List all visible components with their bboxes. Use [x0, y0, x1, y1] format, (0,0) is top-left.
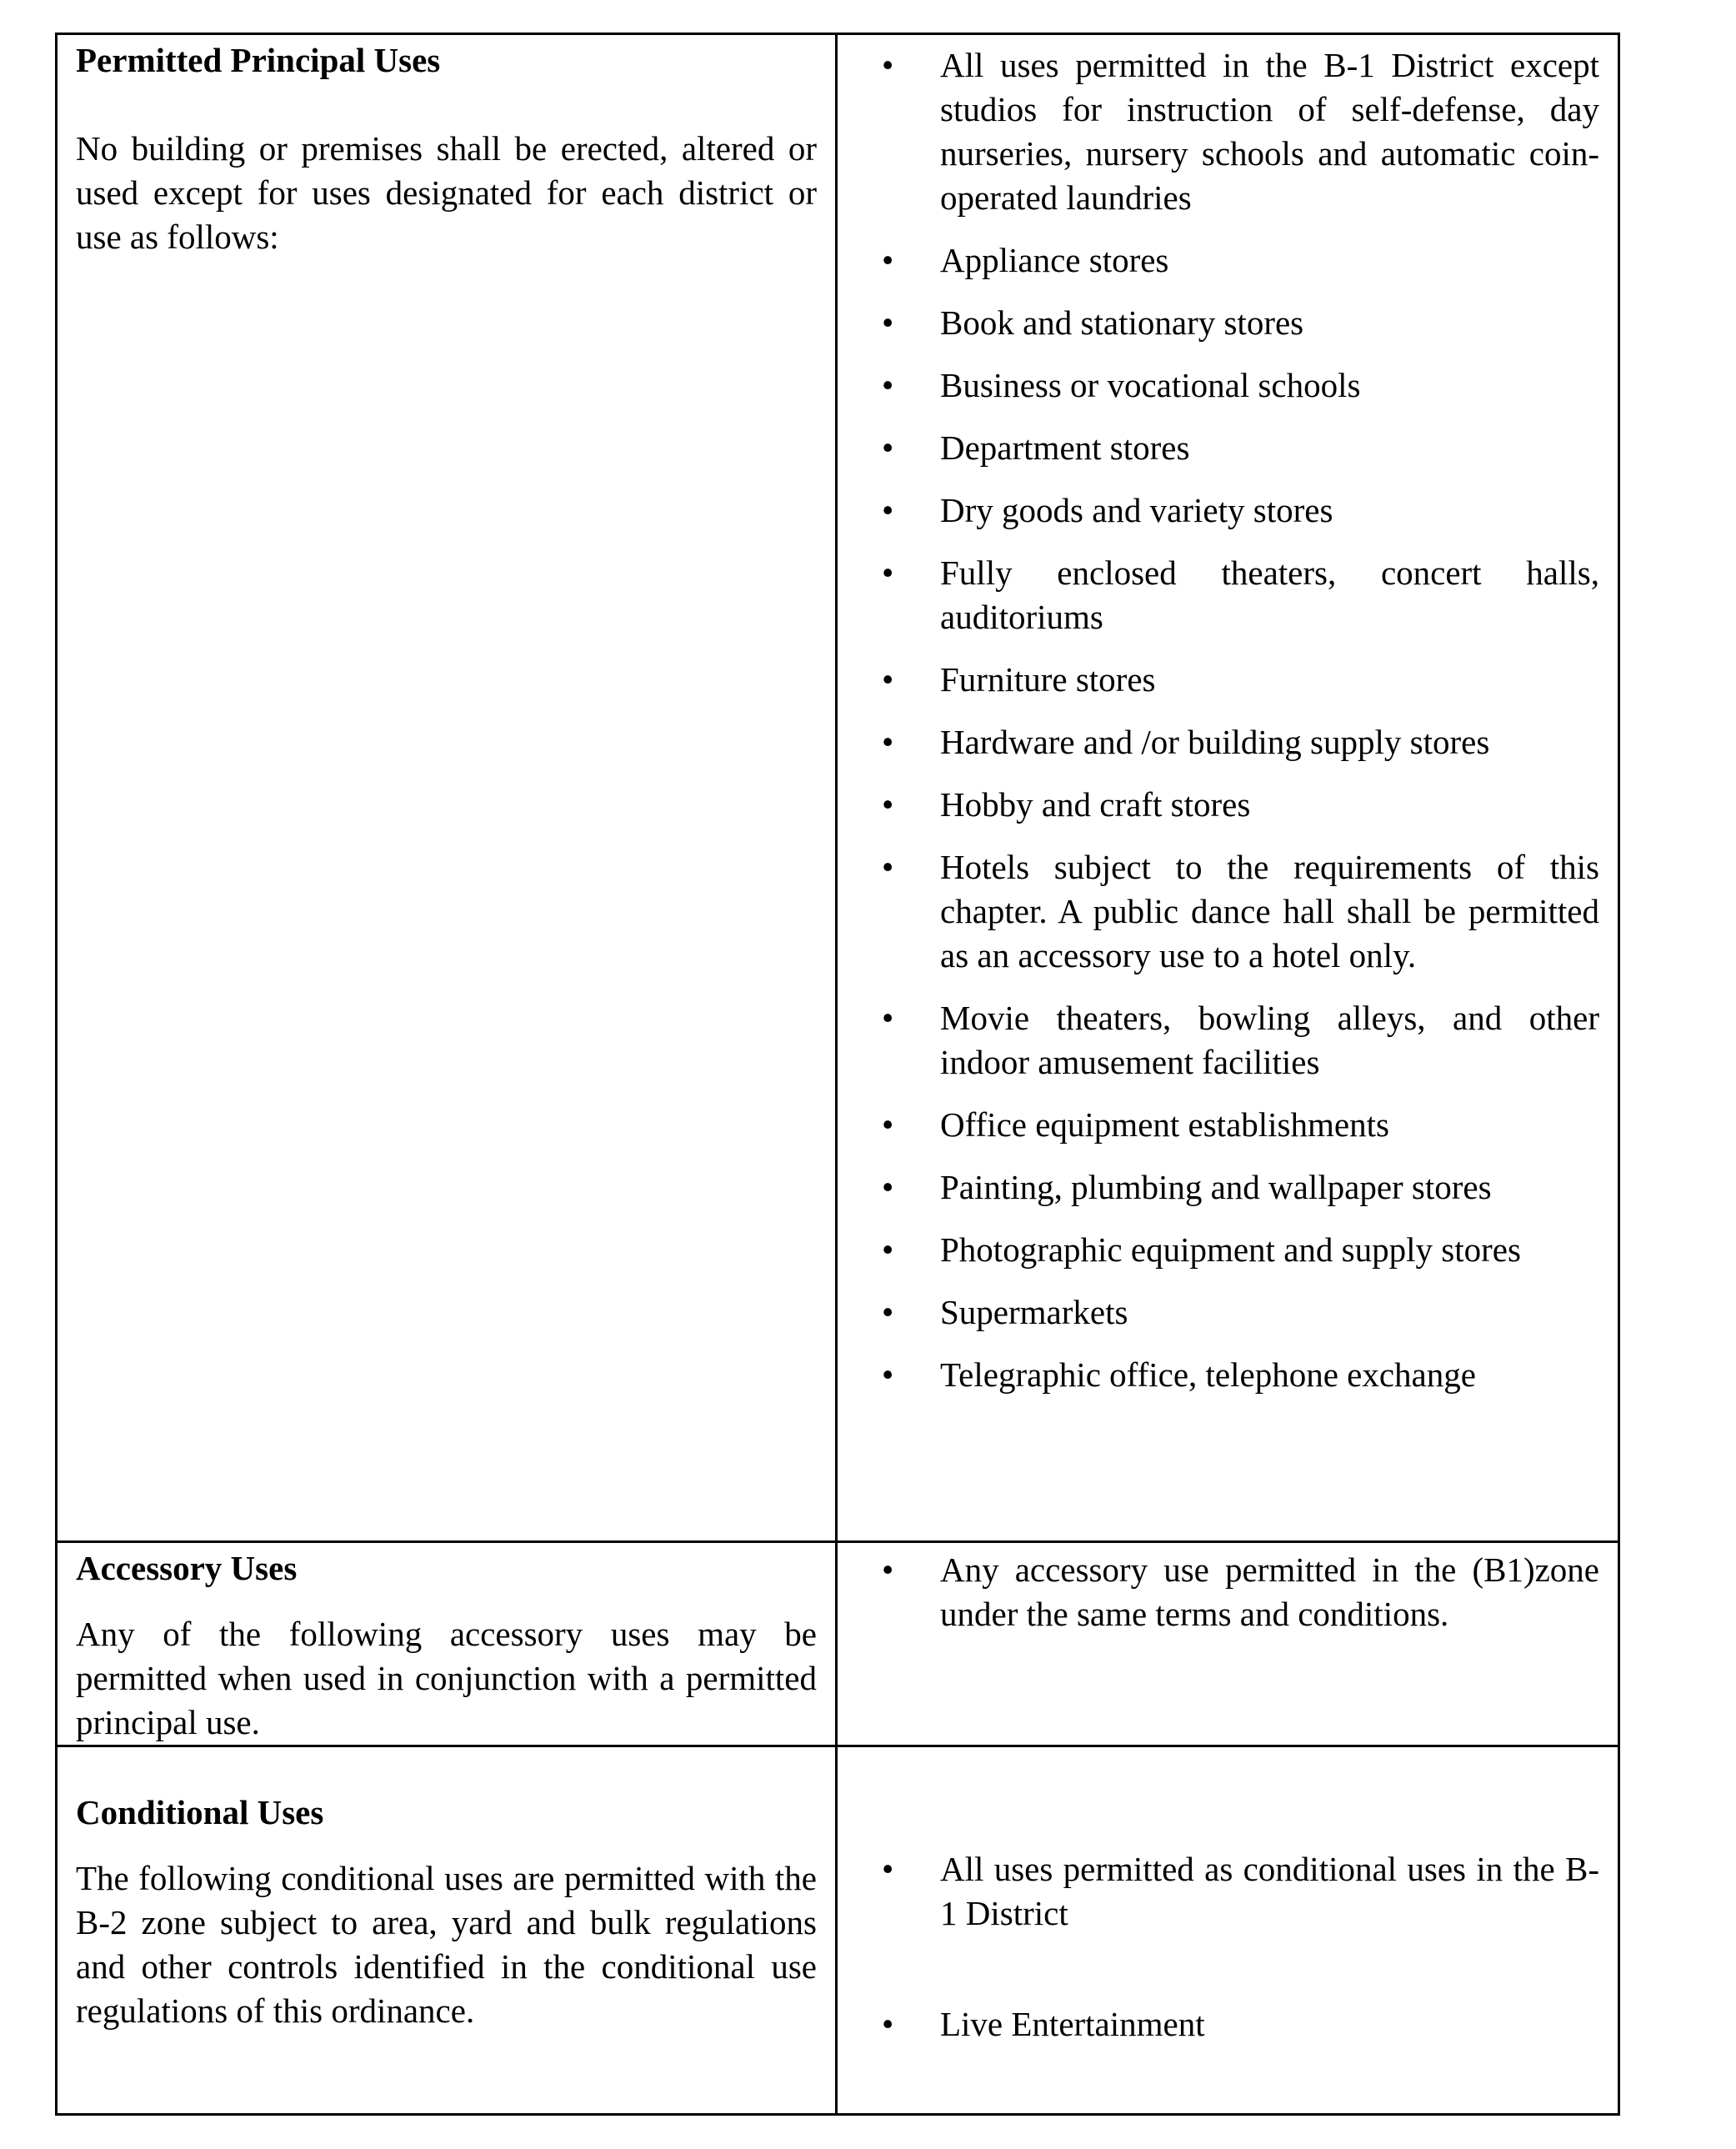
conditional-uses-row: [57, 1746, 1619, 2115]
list-item-text: Fully enclosed theaters, concert halls, auditoriums: [940, 554, 1599, 636]
bullet-icon: •: [882, 1550, 894, 1589]
list-item: [838, 1847, 1599, 1936]
bullet-icon: •: [882, 1230, 894, 1269]
list-item-text: Supermarkets: [940, 1293, 1128, 1331]
bullet-icon: •: [882, 46, 894, 84]
list-item: [838, 426, 1599, 470]
list-item-text: Hobby and craft stores: [940, 785, 1251, 824]
bullet-icon: •: [882, 660, 894, 699]
list-item-text: Photographic equipment and supply stores: [940, 1230, 1521, 1269]
accessory-uses-title: Accessory Uses: [76, 1549, 298, 1587]
list-item: [838, 1290, 1599, 1335]
list-item: [838, 996, 1599, 1085]
list-item-text: Book and stationary stores: [940, 303, 1304, 342]
bullet-icon: •: [882, 723, 894, 761]
accessory-uses-label-cell: [57, 1542, 837, 1746]
list-item: [838, 43, 1599, 220]
accessory-uses-description: Any of the following accessory uses may be permitted when used in conjunction with a permitted principal use.: [76, 1615, 817, 1741]
list-item-text: Hardware and /or building supply stores: [940, 723, 1490, 761]
bullet-icon: •: [882, 428, 894, 467]
list-item: [838, 1548, 1599, 1636]
list-item: [838, 363, 1599, 408]
list-item: [838, 1228, 1599, 1272]
list-item-text: Office equipment establishments: [940, 1105, 1389, 1144]
accessory-uses-list: [838, 1543, 1618, 1636]
list-item: [838, 1103, 1599, 1147]
principal-uses-title: Permitted Principal Uses: [76, 41, 441, 79]
list-item-text: Furniture stores: [940, 660, 1156, 699]
list-item: [838, 1353, 1599, 1397]
list-item-text: Live Entertainment: [940, 2005, 1205, 2043]
principal-uses-list: [838, 35, 1618, 1397]
bullet-icon: •: [882, 303, 894, 342]
list-item: [838, 720, 1599, 764]
list-item-text: Dry goods and variety stores: [940, 491, 1333, 529]
bullet-icon: •: [882, 491, 894, 529]
bullet-icon: •: [882, 999, 894, 1037]
list-item: [838, 551, 1599, 639]
list-item-text: Any accessory use permitted in the (B1)zone under the same terms and conditions.: [940, 1550, 1599, 1633]
list-item: [838, 1165, 1599, 1210]
conditional-uses-description: The following conditional uses are permitted with the B-2 zone subject to area, yard and bulk regulations and other controls identified in the conditional use regulations of this ordinance.: [76, 1859, 817, 2030]
bullet-icon: •: [882, 2005, 894, 2043]
list-item-text: Department stores: [940, 428, 1190, 467]
list-item: [838, 301, 1599, 345]
list-item: [838, 783, 1599, 827]
conditional-uses-list: [838, 1747, 1618, 2046]
bullet-icon: •: [882, 554, 894, 592]
bullet-icon: •: [882, 241, 894, 279]
bullet-icon: •: [882, 1355, 894, 1394]
list-item-text: Painting, plumbing and wallpaper stores: [940, 1168, 1492, 1206]
bullet-icon: •: [882, 785, 894, 824]
list-item-text: All uses permitted in the B-1 District except studios for instruction of self-defense, day nurseries, nursery schools and automatic coin-operated laundries: [940, 46, 1599, 217]
list-item: [838, 488, 1599, 533]
bullet-icon: •: [882, 848, 894, 886]
conditional-uses-list-cell: [837, 1746, 1619, 2115]
principal-uses-list-cell: [837, 34, 1619, 1542]
principal-uses-row: [57, 34, 1619, 1542]
bullet-icon: •: [882, 1105, 894, 1144]
bullet-icon: •: [882, 366, 894, 404]
bullet-icon: •: [882, 1850, 894, 1888]
accessory-uses-row: [57, 1542, 1619, 1746]
zoning-uses-table: [55, 33, 1620, 2116]
list-item-text: Appliance stores: [940, 241, 1169, 279]
principal-uses-label-cell: [57, 34, 837, 1542]
list-item: [838, 238, 1599, 283]
list-item-text: Telegraphic office, telephone exchange: [940, 1355, 1476, 1394]
list-item: [838, 658, 1599, 702]
list-item: [838, 2002, 1599, 2046]
list-item-text: Business or vocational schools: [940, 366, 1361, 404]
bullet-icon: •: [882, 1168, 894, 1206]
principal-uses-description: No building or premises shall be erected, altered or used except for uses designated for each district or use as follows:: [76, 129, 817, 256]
conditional-uses-title: Conditional Uses: [76, 1793, 324, 1831]
list-item-text: Movie theaters, bowling alleys, and other indoor amusement facilities: [940, 999, 1599, 1081]
list-item-text: Hotels subject to the requirements of this chapter. A public dance hall shall be permitted as an accessory use to a hotel only.: [940, 848, 1599, 974]
accessory-uses-list-cell: [837, 1542, 1619, 1746]
conditional-uses-label-cell: [57, 1746, 837, 2115]
list-item: [838, 845, 1599, 978]
list-item-text: All uses permitted as conditional uses in the B-1 District: [940, 1850, 1599, 1932]
bullet-icon: •: [882, 1293, 894, 1331]
